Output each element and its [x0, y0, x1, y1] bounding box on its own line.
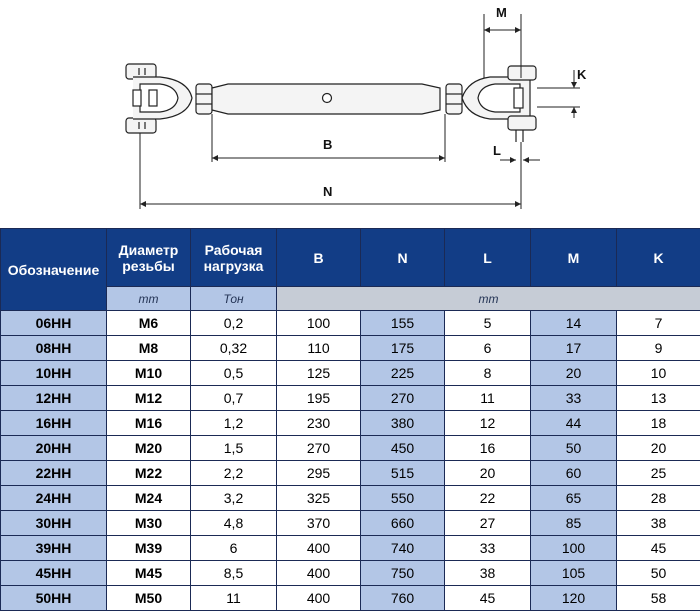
- cell-k: 13: [617, 386, 700, 411]
- cell-designation: 12HH: [1, 386, 107, 411]
- cell-l: 8: [445, 361, 531, 386]
- table-row: [1, 561, 700, 586]
- unit-dims: mm: [277, 287, 700, 311]
- cell-load: 1,5: [191, 436, 277, 461]
- cell-thread: M10: [107, 361, 191, 386]
- dim-label-m: M: [496, 5, 507, 20]
- dim-label-n: N: [323, 184, 332, 199]
- cell-load: 3,2: [191, 486, 277, 511]
- cell-k: 50: [617, 561, 700, 586]
- cell-b: 270: [277, 436, 361, 461]
- cell-m: 100: [531, 536, 617, 561]
- col-header-l: L: [445, 229, 531, 287]
- cell-n: 175: [361, 336, 445, 361]
- cell-k: 28: [617, 486, 700, 511]
- cell-m: 17: [531, 336, 617, 361]
- cell-k: 58: [617, 586, 700, 611]
- cell-m: 20: [531, 361, 617, 386]
- cell-thread: M16: [107, 411, 191, 436]
- cell-load: 2,2: [191, 461, 277, 486]
- cell-thread: M8: [107, 336, 191, 361]
- cell-n: 380: [361, 411, 445, 436]
- cell-b: 125: [277, 361, 361, 386]
- cell-n: 660: [361, 511, 445, 536]
- col-header-designation: Обозначение: [1, 229, 107, 311]
- cell-load: 6: [191, 536, 277, 561]
- cell-designation: 20HH: [1, 436, 107, 461]
- cell-n: 155: [361, 311, 445, 336]
- cell-load: 0,32: [191, 336, 277, 361]
- cell-load: 0,2: [191, 311, 277, 336]
- col-header-load: Рабочая нагрузка: [191, 229, 277, 287]
- cell-k: 38: [617, 511, 700, 536]
- table-row: [1, 511, 700, 536]
- cell-m: 60: [531, 461, 617, 486]
- col-header-n: N: [361, 229, 445, 287]
- cell-k: 20: [617, 436, 700, 461]
- cell-l: 5: [445, 311, 531, 336]
- table-header-row: [1, 229, 700, 287]
- table-row: [1, 436, 700, 461]
- cell-l: 27: [445, 511, 531, 536]
- cell-k: 9: [617, 336, 700, 361]
- cell-m: 14: [531, 311, 617, 336]
- cell-designation: 50HH: [1, 586, 107, 611]
- table-row: [1, 536, 700, 561]
- dim-label-b: B: [323, 137, 332, 152]
- cell-load: 4,8: [191, 511, 277, 536]
- cell-thread: M12: [107, 386, 191, 411]
- cell-l: 16: [445, 436, 531, 461]
- cell-b: 325: [277, 486, 361, 511]
- cell-b: 400: [277, 536, 361, 561]
- cell-thread: M22: [107, 461, 191, 486]
- cell-l: 33: [445, 536, 531, 561]
- cell-designation: 06HH: [1, 311, 107, 336]
- cell-b: 400: [277, 586, 361, 611]
- turnbuckle-body-icon: [212, 84, 440, 114]
- cell-b: 100: [277, 311, 361, 336]
- table-row: [1, 361, 700, 386]
- cell-m: 65: [531, 486, 617, 511]
- cell-l: 6: [445, 336, 531, 361]
- right-nut-icon: [446, 84, 462, 114]
- cell-k: 10: [617, 361, 700, 386]
- left-nut-icon: [196, 84, 212, 114]
- left-jaw-icon: [126, 64, 192, 133]
- spec-table: [0, 228, 700, 611]
- col-header-thread: Диаметр резьбы: [107, 229, 191, 287]
- cell-n: 450: [361, 436, 445, 461]
- col-header-k: K: [617, 229, 700, 287]
- table-row: [1, 461, 700, 486]
- cell-n: 270: [361, 386, 445, 411]
- cell-b: 370: [277, 511, 361, 536]
- table-row: [1, 411, 700, 436]
- turnbuckle-drawing: [0, 0, 700, 228]
- cell-l: 45: [445, 586, 531, 611]
- cell-l: 12: [445, 411, 531, 436]
- unit-load: Тон: [191, 287, 277, 311]
- cell-n: 740: [361, 536, 445, 561]
- cell-b: 110: [277, 336, 361, 361]
- cell-k: 7: [617, 311, 700, 336]
- cell-m: 44: [531, 411, 617, 436]
- dim-label-l: L: [493, 143, 501, 158]
- cell-k: 25: [617, 461, 700, 486]
- cell-designation: 24HH: [1, 486, 107, 511]
- cell-thread: M50: [107, 586, 191, 611]
- col-header-b: B: [277, 229, 361, 287]
- cell-b: 295: [277, 461, 361, 486]
- cell-designation: 08HH: [1, 336, 107, 361]
- cell-thread: M30: [107, 511, 191, 536]
- cell-m: 85: [531, 511, 617, 536]
- cell-designation: 16HH: [1, 411, 107, 436]
- unit-thread: mm: [107, 287, 191, 311]
- table-row: [1, 386, 700, 411]
- cell-n: 515: [361, 461, 445, 486]
- cell-n: 225: [361, 361, 445, 386]
- cell-thread: M20: [107, 436, 191, 461]
- cell-n: 550: [361, 486, 445, 511]
- cell-load: 8,5: [191, 561, 277, 586]
- cell-load: 11: [191, 586, 277, 611]
- cell-thread: M6: [107, 311, 191, 336]
- cell-designation: 39HH: [1, 536, 107, 561]
- table-row: [1, 311, 700, 336]
- cell-l: 22: [445, 486, 531, 511]
- cell-load: 0,5: [191, 361, 277, 386]
- dim-label-k: K: [577, 67, 587, 82]
- table-row: [1, 336, 700, 361]
- cell-load: 0,7: [191, 386, 277, 411]
- cell-thread: M24: [107, 486, 191, 511]
- cell-k: 45: [617, 536, 700, 561]
- cell-b: 400: [277, 561, 361, 586]
- cell-designation: 22HH: [1, 461, 107, 486]
- cell-l: 38: [445, 561, 531, 586]
- cell-n: 750: [361, 561, 445, 586]
- cell-b: 195: [277, 386, 361, 411]
- cell-b: 230: [277, 411, 361, 436]
- right-jaw-icon: [462, 66, 536, 142]
- table-row: [1, 586, 700, 611]
- cell-l: 11: [445, 386, 531, 411]
- col-header-m: M: [531, 229, 617, 287]
- cell-m: 50: [531, 436, 617, 461]
- cell-designation: 45HH: [1, 561, 107, 586]
- cell-l: 20: [445, 461, 531, 486]
- table-row: [1, 486, 700, 511]
- cell-load: 1,2: [191, 411, 277, 436]
- cell-m: 105: [531, 561, 617, 586]
- cell-thread: M45: [107, 561, 191, 586]
- cell-n: 760: [361, 586, 445, 611]
- cell-designation: 30HH: [1, 511, 107, 536]
- cell-m: 33: [531, 386, 617, 411]
- cell-k: 18: [617, 411, 700, 436]
- cell-thread: M39: [107, 536, 191, 561]
- cell-designation: 10HH: [1, 361, 107, 386]
- cell-m: 120: [531, 586, 617, 611]
